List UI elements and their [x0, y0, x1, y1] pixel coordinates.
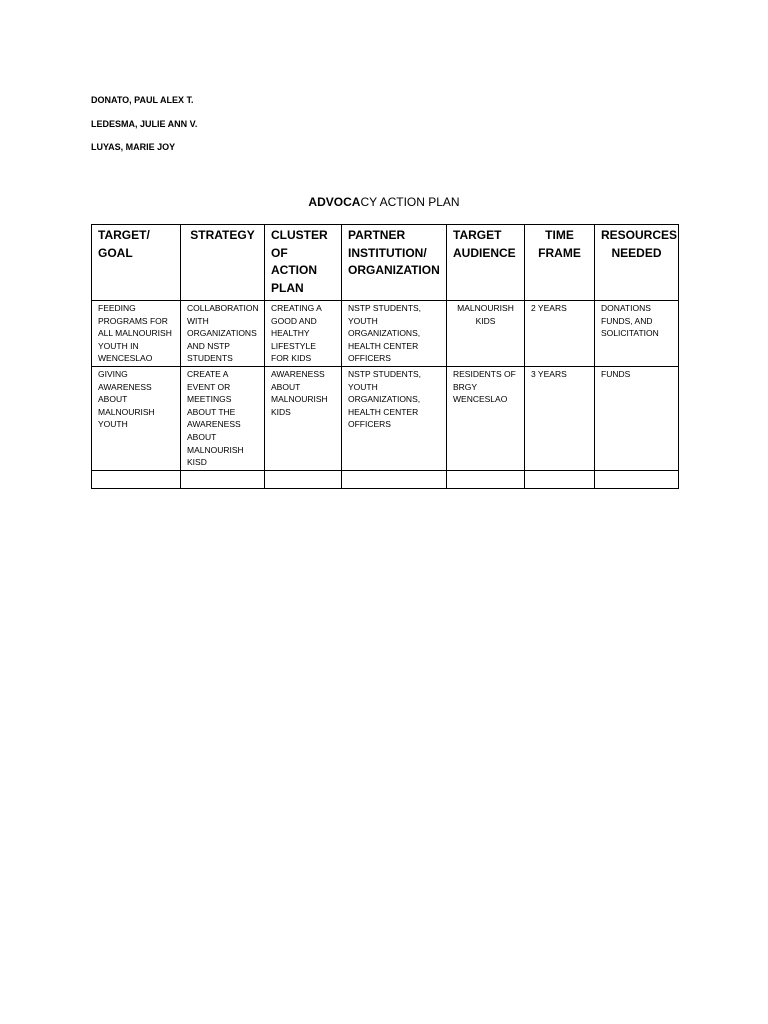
cell-cluster: AWARENESS ABOUT MALNOURISH KIDS: [265, 366, 342, 470]
cell-time-frame: 3 YEARS: [525, 366, 595, 470]
title-bold-part: ADVOCA: [308, 195, 361, 209]
cell-strategy: CREATE A EVENT OR MEETINGS ABOUT THE AWARENESS ABOUT MALNOURISH KISD: [181, 366, 265, 470]
cell-resources: FUNDS: [595, 366, 679, 470]
author-name: LEDESMA, JULIE ANN V.: [91, 118, 198, 129]
table-header-row: [92, 225, 679, 301]
cell-strategy: COLLABORATION WITH ORGANIZATIONS AND NSTP STUDENTS: [181, 301, 265, 367]
title-regular-part: CY ACTION PLAN: [360, 195, 460, 209]
document-title: [0, 195, 768, 210]
empty-cell: [265, 470, 342, 488]
author-list: [91, 95, 197, 166]
table-row: [92, 301, 679, 367]
header-strategy: STRATEGY: [181, 225, 265, 301]
header-partner-institution: PARTNER INSTITUTION/ ORGANIZATION: [342, 225, 447, 301]
empty-cell: [525, 470, 595, 488]
cell-cluster: CREATING A GOOD AND HEALTHY LIFESTYLE FOR KIDS: [265, 301, 342, 367]
header-target-audience: TARGET AUDIENCE: [447, 225, 525, 301]
cell-partner: NSTP STUDENTS, YOUTH ORGANIZATIONS, HEALTH CENTER OFFICERS: [342, 301, 447, 367]
cell-time-frame: 2 YEARS: [525, 301, 595, 367]
empty-cell: [595, 470, 679, 488]
header-cluster-of-action-plan: CLUSTER OF ACTION PLAN: [265, 225, 342, 301]
advocacy-action-plan-table: [91, 224, 679, 489]
empty-cell: [92, 470, 181, 488]
cell-resources: DONATIONS FUNDS, AND SOLICITATION: [595, 301, 679, 367]
empty-cell: [447, 470, 525, 488]
author-name: DONATO, PAUL ALEX T.: [91, 95, 194, 105]
table-row: [92, 366, 679, 470]
cell-target-audience: MALNOURISH KIDS: [447, 301, 525, 367]
cell-target-goal: GIVING AWARENESS ABOUT MALNOURISH YOUTH: [92, 366, 181, 470]
author-name: LUYAS, MARIE JOY: [91, 142, 176, 152]
header-time-frame: TIME FRAME: [525, 225, 595, 301]
table-row-empty: [92, 470, 679, 488]
empty-cell: [181, 470, 265, 488]
cell-partner: NSTP STUDENTS, YOUTH ORGANIZATIONS, HEALTH CENTER OFFICERS: [342, 366, 447, 470]
header-target-goal: TARGET/ GOAL: [92, 225, 181, 301]
cell-target-goal: FEEDING PROGRAMS FOR ALL MALNOURISH YOUTH IN WENCESLAO: [92, 301, 181, 367]
cell-target-audience: RESIDENTS OF BRGY WENCESLAO: [447, 366, 525, 470]
empty-cell: [342, 470, 447, 488]
header-resources-needed: RESOURCES NEEDED: [595, 225, 679, 301]
